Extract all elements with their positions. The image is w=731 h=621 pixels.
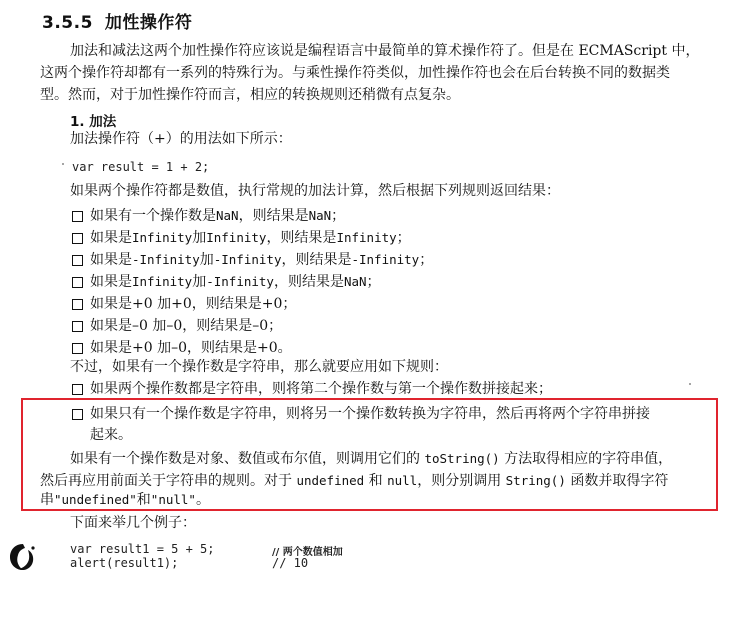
checkbox-bullet-icon: [72, 343, 83, 354]
section-title: 加性操作符: [104, 13, 193, 33]
scan-speck: [689, 383, 691, 385]
usage-text: 加法操作符（+）的用法如下所示：: [70, 131, 292, 147]
list-item: 如果有一个操作数是 NaN ，则结果是 NaN ；: [72, 205, 433, 227]
string-rule-intro: 不过，如果有一个操作数是字符串，那么就要应用如下规则：: [70, 359, 448, 375]
list-item: 如果是 Infinity 加 Infinity ，则结果是 Infinity ；: [72, 227, 433, 249]
code-example-2-comment-2: // 10: [272, 556, 309, 570]
list-item: 如果是 -Infinity 加 -Infinity ，则结果是 -Infinity ；: [72, 249, 433, 271]
code-example-2-line-2: alert(result1);: [70, 556, 179, 570]
object-rule-line-1: 如果有一个操作数是对象、数值或布尔值，则调用它们的 toString() 方法取得相应的字符串值，: [70, 451, 673, 467]
checkbox-bullet-icon: [72, 255, 83, 266]
code-example-2-line-1: var result1 = 5 + 5;: [70, 542, 215, 556]
margin-swirl-icon: [6, 540, 40, 574]
string-rule-2-cont: 起来。: [90, 427, 132, 443]
list-item: 如果是+0 加–0，则结果是+0。: [72, 337, 433, 359]
checkbox-bullet-icon: [72, 277, 83, 288]
string-rule-1: 如果两个操作数都是字符串，则将第二个操作数与第一个操作数拼接起来；: [72, 378, 552, 400]
section-heading: [42, 8, 192, 33]
checkbox-bullet-icon: [72, 233, 83, 244]
string-rule-2: 如果只有一个操作数是字符串，则将另一个操作数转换为字符串，然后再将两个字符串拼接: [72, 403, 650, 425]
checkbox-bullet-icon: [72, 384, 83, 395]
scan-speck: [62, 163, 64, 165]
rule-intro: 如果两个操作符都是数值，执行常规的加法计算，然后根据下列规则返回结果：: [70, 183, 560, 199]
list-item: 如果是–0 加–0，则结果是–0；: [72, 315, 433, 337]
subsection-label: 1. 加法: [70, 114, 117, 130]
section-number: 3.5.5: [42, 13, 93, 33]
checkbox-bullet-icon: [72, 321, 83, 332]
checkbox-bullet-icon: [72, 409, 83, 420]
checkbox-bullet-icon: [72, 299, 83, 310]
list-item: 如果是+0 加+0，则结果是+0；: [72, 293, 433, 315]
intro-line-1: 加法和减法这两个加性操作符应该说是编程语言中最简单的算术操作符了。但是在 ECMAScript 中，: [70, 43, 700, 59]
intro-line-3: 型。然而，对于加性操作符而言，相应的转换规则还稍微有点复杂。: [40, 87, 460, 103]
object-rule-line-2: 然后再应用前面关于字符串的规则。对于 undefined 和 null，则分别调用 String() 函数并取得字符: [40, 473, 669, 489]
object-rule-line-3: 串"undefined"和"null"。: [40, 492, 210, 508]
intro-line-2: 这两个操作符却都有一系列的特殊行为。与乘性操作符类似，加性操作符也会在后台转换不同的数据类: [40, 65, 670, 81]
numeric-rules-list: [72, 205, 433, 359]
code-example-1: var result = 1 + 2;: [72, 160, 210, 174]
list-item: 如果是 Infinity 加 -Infinity ，则结果是 NaN ；: [72, 271, 433, 293]
examples-intro: 下面来举几个例子：: [70, 515, 196, 531]
checkbox-bullet-icon: [72, 211, 83, 222]
code-example-2-comment-1: // 两个数值相加: [272, 547, 343, 558]
